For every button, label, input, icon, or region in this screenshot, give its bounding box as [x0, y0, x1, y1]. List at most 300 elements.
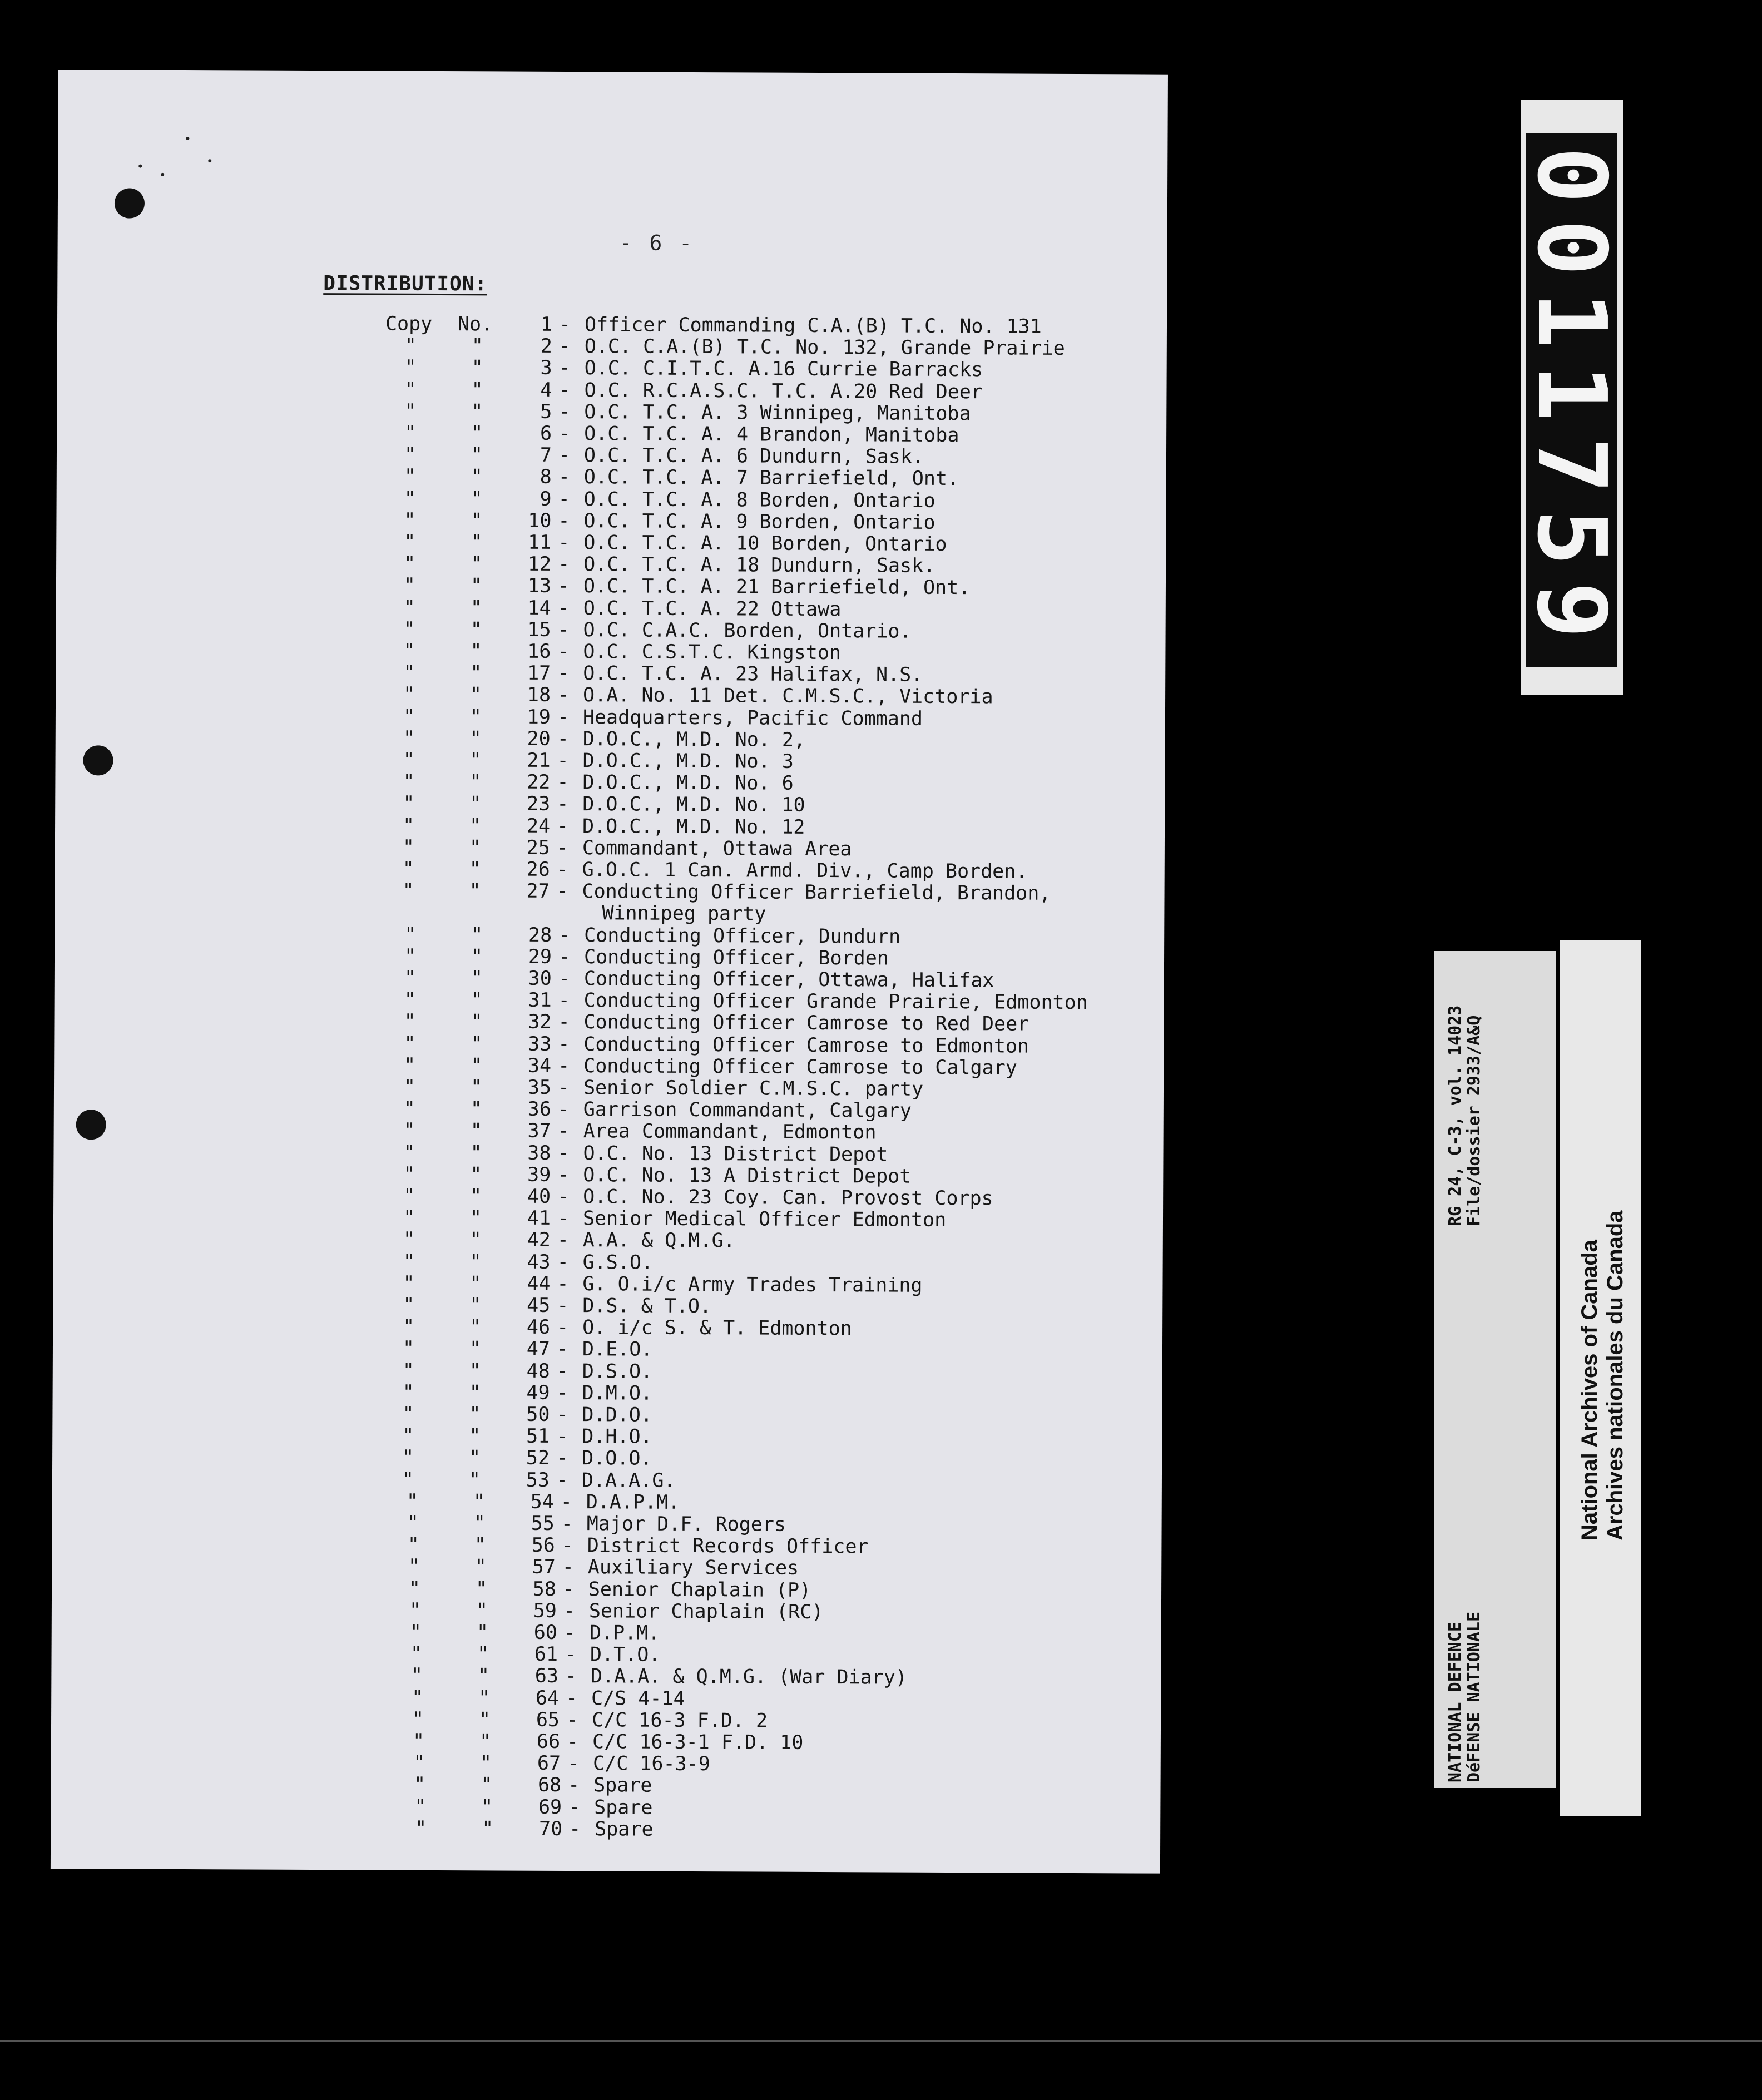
- no-label: ": [471, 422, 483, 445]
- copy-label: ": [403, 1185, 415, 1207]
- no-label: ": [469, 1250, 482, 1273]
- no-label: ": [470, 1141, 482, 1164]
- copy-number: 38: [527, 1142, 551, 1165]
- recipient-text: A.A. & Q.M.G.: [582, 1229, 735, 1252]
- copy-label: ": [402, 814, 415, 837]
- separator-dash: -: [557, 1251, 569, 1274]
- copy-number: 47: [526, 1338, 551, 1361]
- no-label: ": [469, 814, 482, 837]
- copy-label: ": [402, 1359, 414, 1382]
- copy-label: ": [406, 1490, 418, 1513]
- recipient-text: O.A. No. 11 Det. C.M.S.C., Victoria: [583, 684, 993, 709]
- copy-label: ": [402, 836, 415, 859]
- copy-number: 70: [538, 1817, 563, 1840]
- no-label: ": [476, 1621, 489, 1644]
- reel-number: 0011759: [1516, 146, 1626, 655]
- reel-number-strip: [1516, 100, 1626, 695]
- copy-label: ": [403, 1206, 415, 1230]
- recipient-text: Conducting Officer, Ottawa, Halifax: [583, 968, 994, 992]
- no-label: ": [471, 1054, 483, 1077]
- separator-dash: -: [563, 1621, 576, 1645]
- no-label: ": [469, 1207, 482, 1230]
- copy-number: 32: [528, 1011, 552, 1034]
- no-label: ": [471, 967, 483, 990]
- copy-number: 43: [527, 1251, 551, 1274]
- no-label: ": [480, 1752, 492, 1775]
- copy-number: 50: [526, 1403, 550, 1426]
- no-label: ": [471, 945, 483, 968]
- separator-dash: -: [557, 1163, 570, 1186]
- copy-number: 56: [531, 1534, 555, 1557]
- copy-label: ": [404, 378, 417, 401]
- recipient-text: Commandant, Ottawa Area: [582, 836, 852, 861]
- copy-label: ": [403, 574, 416, 597]
- no-label: ": [477, 1665, 490, 1687]
- no-label: ": [469, 771, 482, 794]
- no-label: ": [471, 356, 483, 379]
- recipient-text: O.C. T.C. A. 23 Halifax, N.S.: [583, 662, 923, 686]
- no-label: ": [478, 1708, 491, 1731]
- separator-dash: -: [558, 924, 571, 947]
- copy-number: 15: [527, 618, 551, 641]
- copy-label: ": [403, 640, 415, 662]
- separator-dash: -: [558, 466, 570, 489]
- no-label: ": [469, 1359, 481, 1382]
- no-label: ": [469, 836, 482, 859]
- no-label: ": [469, 1425, 481, 1448]
- copy-number: 10: [528, 509, 552, 532]
- separator-dash: -: [556, 1338, 569, 1361]
- separator-dash: -: [560, 1490, 572, 1513]
- department-text: NATIONAL DEFENCE DéFENSE NATIONALE: [1446, 1611, 1484, 1782]
- copy-label: ": [403, 1120, 415, 1142]
- recipient-text: Spare: [595, 1818, 654, 1841]
- separator-dash: -: [556, 1360, 568, 1383]
- no-label: ": [470, 662, 482, 685]
- recipient-text: G.S.O.: [582, 1251, 654, 1274]
- copy-number: 14: [527, 597, 551, 620]
- copy-number: 1: [540, 313, 553, 336]
- copy-number: 24: [526, 815, 551, 838]
- copy-label: ": [404, 1011, 416, 1033]
- punch-hole-top: [115, 188, 145, 218]
- separator-dash: -: [569, 1817, 581, 1840]
- recipient-text: O.C. No. 13 A District Depot: [583, 1163, 912, 1188]
- copy-number: 66: [536, 1730, 561, 1753]
- separator-dash: -: [557, 749, 569, 772]
- no-label: ": [482, 1817, 494, 1840]
- copy-label: ": [403, 749, 415, 771]
- copy-label: ": [414, 1795, 427, 1818]
- copy-number: 9: [540, 488, 552, 511]
- archives-stamp-label: [1560, 940, 1641, 1816]
- copy-label: ": [404, 967, 417, 989]
- copy-label: ": [403, 618, 415, 641]
- copy-number: 33: [528, 1033, 552, 1056]
- no-label: ": [469, 1294, 482, 1317]
- separator-dash: -: [557, 597, 570, 620]
- separator-dash: -: [557, 793, 569, 816]
- copy-number: 4: [540, 379, 552, 402]
- separator-dash: -: [558, 531, 570, 554]
- copy-number: 51: [526, 1425, 550, 1448]
- copy-label: ": [403, 793, 415, 815]
- recipient-text: D.D.O.: [582, 1404, 652, 1427]
- copy-number: 36: [527, 1098, 551, 1121]
- copy-label: ": [404, 945, 417, 968]
- no-label: ": [471, 335, 484, 358]
- no-label: ": [469, 1381, 481, 1404]
- separator-dash: -: [557, 1098, 570, 1121]
- no-label: ": [478, 1686, 491, 1710]
- recipient-text: Headquarters, Pacific Command: [582, 706, 923, 730]
- copy-number: 3: [540, 357, 552, 380]
- copy-number: 22: [527, 771, 551, 794]
- copy-label: ": [402, 1468, 414, 1491]
- no-label: ": [468, 1468, 481, 1491]
- separator-dash: -: [558, 422, 571, 445]
- copy-label: ": [407, 1512, 419, 1534]
- separator-dash: -: [558, 945, 571, 968]
- separator-dash: -: [558, 400, 571, 423]
- recipient-text: D.E.O.: [582, 1338, 653, 1361]
- copy-label: ": [404, 334, 417, 358]
- no-label: ": [477, 1643, 489, 1666]
- no-label: ": [469, 727, 482, 750]
- copy-label: ": [414, 1774, 426, 1796]
- separator-dash: -: [558, 444, 571, 467]
- no-label: ": [470, 1120, 482, 1142]
- copy-label: ": [403, 727, 415, 750]
- no-label: ": [470, 618, 482, 641]
- copy-label: ": [404, 509, 416, 532]
- copy-number: 13: [527, 575, 552, 598]
- punch-hole-middle: [83, 745, 113, 775]
- copy-number: 59: [533, 1599, 557, 1622]
- copy-number: 34: [527, 1054, 552, 1077]
- copy-number: 8: [540, 466, 552, 489]
- no-label: ": [470, 1098, 483, 1121]
- copy-number: 67: [537, 1752, 561, 1775]
- no-label: ": [469, 705, 482, 728]
- recipient-text: D.P.M.: [589, 1622, 660, 1645]
- recipient-text: Conducting Officer Barriefield, Brandon,: [582, 880, 1051, 905]
- recipient-text: D.A.P.M.: [586, 1490, 680, 1514]
- no-label: ": [471, 400, 483, 423]
- copy-label: ": [403, 1315, 415, 1339]
- recipient-text: O. i/c S. & T. Edmonton: [582, 1316, 852, 1340]
- copy-number: 12: [527, 553, 552, 576]
- no-label: No.: [457, 313, 493, 336]
- copy-label: ": [404, 356, 417, 379]
- recipient-text: G. O.i/c Army Trades Training: [582, 1272, 923, 1297]
- no-label: ": [469, 749, 482, 772]
- recipient-text: D.O.C., M.D. No. 6: [582, 771, 794, 795]
- separator-dash: -: [558, 1011, 570, 1034]
- copy-label: ": [412, 1730, 425, 1752]
- recipient-text: O.C. T.C. A. 21 Barriefield, Ont.: [583, 575, 971, 600]
- separator-dash: -: [562, 1556, 575, 1579]
- archives-stamp-text: National Archives of Canada Archives nationales du Canada: [1577, 1210, 1627, 1541]
- no-label: ": [474, 1534, 486, 1557]
- recipient-text: O.C. T.C. A. 6 Dundurn, Sask.: [583, 444, 924, 468]
- copy-label: ": [402, 1403, 414, 1425]
- copy-number: 27: [526, 880, 550, 903]
- separator-dash: -: [568, 1774, 580, 1797]
- copy-label: ": [404, 422, 417, 444]
- no-label: ": [469, 1272, 482, 1295]
- recipient-text: D.S.O.: [582, 1360, 653, 1383]
- copy-label: ": [407, 1533, 419, 1557]
- separator-dash: -: [556, 1469, 568, 1492]
- copy-number: 69: [538, 1796, 562, 1819]
- copy-number: 46: [526, 1316, 551, 1339]
- copy-number: 20: [527, 727, 551, 750]
- separator-dash: -: [557, 1076, 570, 1099]
- no-label: ": [470, 640, 482, 663]
- archive-reference-text: RG 24, C-3, vol. 14023 File/dossier 2933/A&Q: [1446, 1005, 1484, 1226]
- copy-number: 11: [528, 531, 552, 554]
- no-label: ": [469, 1447, 481, 1469]
- copy-number: 40: [527, 1185, 551, 1208]
- separator-dash: -: [556, 815, 569, 838]
- copy-number: 2: [540, 335, 552, 358]
- copy-label: ": [404, 400, 417, 423]
- copy-label: ": [412, 1708, 424, 1731]
- no-label: ": [471, 378, 483, 401]
- recipient-text: O.C. C.A.(B) T.C. No. 132, Grande Prairie: [584, 335, 1065, 360]
- recipient-text: Conducting Officer Camrose to Edmonton: [583, 1033, 1030, 1058]
- separator-dash: -: [556, 858, 568, 881]
- separator-dash: -: [557, 618, 570, 641]
- no-label: ": [470, 684, 482, 706]
- recipient-text: D.A.A. & Q.M.G. (War Diary): [590, 1665, 908, 1690]
- copy-label: ": [402, 1338, 415, 1360]
- recipient-text: Area Commandant, Edmonton: [583, 1120, 877, 1144]
- copy-number: 30: [528, 967, 552, 990]
- copy-number: 68: [537, 1774, 562, 1797]
- copy-label: ": [411, 1686, 424, 1709]
- recipient-text: Conducting Officer, Dundurn: [584, 924, 901, 948]
- copy-number: 41: [527, 1207, 551, 1230]
- copy-label: ": [403, 1163, 415, 1186]
- copy-label: ": [403, 1076, 416, 1098]
- copy-number: 55: [531, 1512, 555, 1535]
- copy-number: 35: [527, 1076, 552, 1099]
- copy-label: ": [404, 465, 416, 488]
- copy-number: 53: [526, 1469, 550, 1492]
- copy-label: ": [404, 923, 417, 946]
- copy-label: ": [402, 879, 414, 902]
- no-label: ": [469, 793, 482, 815]
- recipient-text: O.C. T.C. A. 9 Borden, Ontario: [583, 509, 936, 534]
- separator-dash: -: [557, 1316, 569, 1339]
- recipient-text: Senior Medical Officer Edmonton: [582, 1207, 947, 1232]
- no-label: ": [471, 465, 483, 488]
- copy-label: ": [402, 1447, 414, 1469]
- recipient-text: D.T.O.: [590, 1643, 661, 1666]
- no-label: ": [470, 1076, 483, 1099]
- copy-number: 48: [526, 1360, 550, 1383]
- copy-label: ": [402, 1424, 414, 1448]
- copy-label: ": [404, 1054, 416, 1077]
- no-label: ": [481, 1795, 493, 1819]
- copy-number: 64: [535, 1687, 560, 1710]
- recipient-text: O.C. C.I.T.C. A.16 Currie Barracks: [584, 357, 983, 382]
- distribution-entry: [329, 1817, 1163, 1843]
- separator-dash: -: [557, 1272, 569, 1295]
- recipient-text: O.C. T.C. A. 7 Barriefield, Ont.: [583, 466, 959, 491]
- copy-label: ": [403, 1250, 415, 1273]
- recipient-text: Senior Chaplain (RC): [588, 1599, 824, 1623]
- recipient-text: Conducting Officer Camrose to Calgary: [583, 1054, 1017, 1079]
- recipient-text: Officer Commanding C.A.(B) T.C. No. 131: [584, 314, 1042, 338]
- no-label: ": [469, 880, 481, 903]
- copy-number: 16: [527, 640, 551, 663]
- no-label: ": [471, 923, 483, 946]
- no-label: ": [476, 1599, 488, 1622]
- copy-number: 44: [527, 1272, 551, 1295]
- recipient-text: O.C. T.C. A. 22 Ottawa: [583, 597, 842, 621]
- bottom-rule: [0, 2040, 1762, 2042]
- separator-dash: -: [556, 836, 569, 859]
- no-label: ": [471, 989, 483, 1012]
- separator-dash: -: [557, 1120, 570, 1143]
- copy-number: 52: [526, 1447, 550, 1470]
- copy-number: 45: [527, 1294, 551, 1317]
- recipient-text: Conducting Officer, Borden: [583, 945, 889, 970]
- recipient-text: D.A.A.G.: [581, 1469, 676, 1492]
- recipient-text: O.C. T.C. A. 8 Borden, Ontario: [583, 488, 936, 512]
- speck: [186, 137, 189, 140]
- separator-dash: -: [566, 1708, 578, 1731]
- recipient-text: Conducting Officer Grande Prairie, Edmonton: [583, 989, 1088, 1014]
- separator-dash: -: [557, 1185, 570, 1209]
- no-label: ": [473, 1490, 485, 1513]
- separator-dash: -: [558, 313, 571, 336]
- recipient-text: Conducting Officer Camrose to Red Deer: [583, 1011, 1030, 1036]
- copy-label: ": [410, 1665, 423, 1687]
- separator-dash: -: [557, 640, 570, 663]
- copy-label: ": [408, 1556, 420, 1578]
- copy-label: ": [403, 1294, 415, 1316]
- copy-number: 63: [534, 1665, 559, 1688]
- separator-dash: -: [557, 706, 570, 729]
- separator-dash: -: [557, 684, 570, 707]
- no-label: ": [471, 1011, 483, 1033]
- separator-dash: -: [567, 1752, 580, 1775]
- copy-number: 19: [527, 706, 551, 729]
- no-label: ": [475, 1577, 488, 1600]
- copy-label: ": [403, 596, 415, 619]
- punch-hole-bottom: [76, 1110, 106, 1140]
- copy-label: ": [409, 1621, 422, 1643]
- no-label: ": [469, 1338, 482, 1360]
- separator-dash: -: [557, 771, 569, 794]
- recipient-text: D.M.O.: [582, 1381, 653, 1405]
- separator-dash: -: [557, 727, 569, 750]
- separator-dash: -: [558, 357, 571, 380]
- copy-label: ": [403, 1141, 415, 1164]
- recipient-text: G.O.C. 1 Can. Armd. Div., Camp Borden.: [582, 859, 1028, 883]
- copy-number: 60: [533, 1621, 558, 1644]
- no-label: ": [471, 1032, 483, 1055]
- copy-number: 58: [532, 1578, 556, 1601]
- copy-number: 17: [527, 662, 551, 685]
- page-number: - 6 -: [619, 230, 695, 255]
- separator-dash: -: [557, 1142, 570, 1165]
- copy-number: 29: [528, 945, 552, 968]
- separator-dash: -: [558, 488, 570, 511]
- separator-dash: -: [558, 967, 571, 990]
- no-label: ": [471, 531, 483, 554]
- separator-dash: -: [564, 1643, 577, 1666]
- distribution-heading: DISTRIBUTION:: [323, 272, 488, 296]
- recipient-text: O.C. T.C. A. 18 Dundurn, Sask.: [583, 553, 936, 578]
- no-label: ": [469, 1229, 482, 1251]
- separator-dash: -: [563, 1599, 576, 1622]
- copy-label: Copy: [385, 313, 433, 335]
- separator-dash: -: [556, 1381, 568, 1404]
- copy-label: ": [403, 684, 415, 706]
- separator-dash: -: [557, 662, 570, 685]
- copy-number: 39: [527, 1163, 551, 1186]
- no-label: ": [473, 1512, 486, 1535]
- copy-number: 23: [527, 793, 551, 816]
- separator-dash: -: [558, 335, 571, 358]
- copy-label: ": [402, 1381, 414, 1404]
- copy-number: 57: [532, 1556, 556, 1579]
- separator-dash: -: [557, 1294, 569, 1318]
- copy-number: 21: [527, 749, 551, 772]
- copy-label: ": [410, 1642, 423, 1666]
- no-label: ": [470, 1185, 482, 1208]
- no-label: ": [469, 1403, 481, 1426]
- copy-number: 5: [540, 400, 552, 423]
- no-label: ": [471, 509, 483, 532]
- no-label: ": [471, 487, 483, 510]
- copy-label: ": [404, 531, 416, 553]
- recipient-text: Spare: [594, 1796, 653, 1819]
- recipient-text: O.C. T.C. A. 3 Winnipeg, Manitoba: [584, 400, 971, 425]
- no-label: ": [479, 1730, 492, 1753]
- separator-dash: -: [561, 1512, 573, 1536]
- speck: [208, 159, 211, 162]
- no-label: ": [470, 574, 483, 597]
- copy-number: 25: [526, 836, 550, 859]
- separator-dash: -: [558, 1033, 570, 1056]
- recipient-text: D.S. & T.O.: [582, 1295, 712, 1318]
- copy-label: ": [403, 1229, 415, 1251]
- copy-label: ": [404, 988, 416, 1012]
- speck: [138, 165, 142, 168]
- copy-number: 49: [526, 1381, 550, 1404]
- copy-number: 54: [530, 1490, 554, 1513]
- copy-number: 18: [527, 684, 551, 707]
- recipient-text: O.C. R.C.A.S.C. T.C. A.20 Red Deer: [584, 379, 983, 403]
- separator-dash: -: [561, 1534, 573, 1557]
- separator-dash: -: [557, 575, 570, 598]
- no-label: ": [469, 858, 481, 881]
- copy-label: ": [404, 552, 416, 575]
- separator-dash: -: [557, 1207, 570, 1230]
- copy-label: ": [403, 1097, 416, 1121]
- recipient-text: C/C 16-3-1 F.D. 10: [592, 1731, 804, 1754]
- copy-label: ": [404, 487, 416, 510]
- copy-number: 28: [528, 924, 552, 947]
- recipient-text: O.C. No. 13 District Depot: [583, 1142, 888, 1166]
- recipient-text: O.C. No. 23 Coy. Can. Provost Corps: [583, 1186, 993, 1210]
